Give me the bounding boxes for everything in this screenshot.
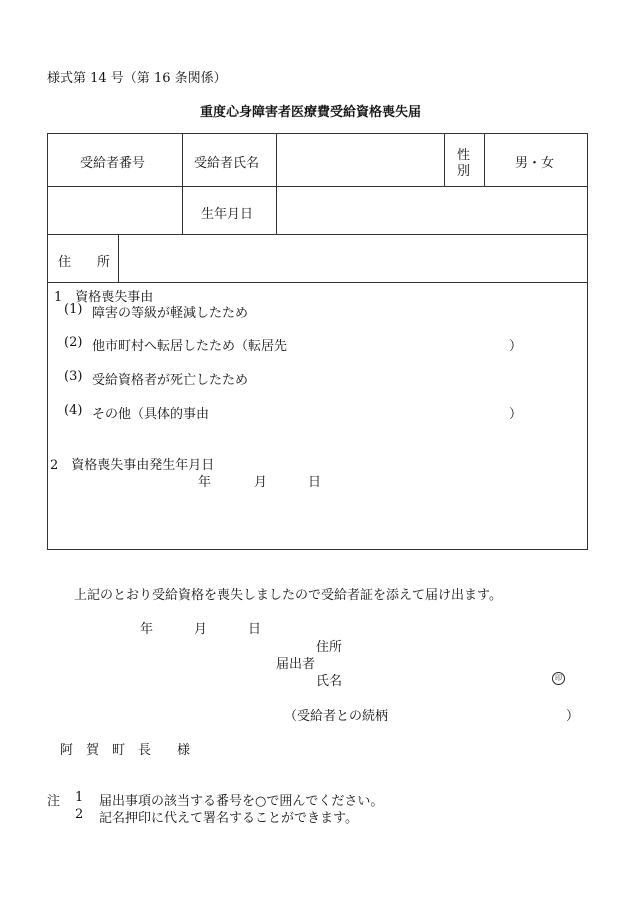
reason-item-text[interactable]: 障害の等級が軽減したため (92, 306, 249, 321)
occurrence-month: 月 (254, 475, 268, 490)
form-table (47, 133, 588, 550)
seal-mark: 印 (552, 672, 565, 685)
reason-item-num: (2) (64, 335, 83, 350)
reasons-heading: 1 資格喪失事由 (54, 290, 154, 305)
reason-item-num: (1) (64, 302, 83, 317)
date-year: 年 (140, 622, 154, 637)
reason-item-num: (4) (64, 403, 83, 418)
applicant-label: 届出者 (276, 657, 316, 672)
relation-open: （受給者との続柄 (284, 709, 389, 724)
gender-label-bottom: 別 (457, 164, 471, 179)
birthdate-label: 生年月日 (201, 207, 254, 222)
relation-close: ） (566, 709, 580, 724)
gender-label-top: 性 (457, 148, 471, 163)
table-row-divider (48, 282, 587, 283)
gender-options[interactable]: 男・女 (515, 156, 555, 171)
occurrence-year: 年 (198, 475, 212, 490)
recipient-name-field[interactable] (277, 134, 443, 186)
recipient-number-label: 受給者番号 (80, 156, 146, 171)
table-col-divider (444, 134, 445, 186)
recipient-name-label: 受給者氏名 (194, 156, 260, 171)
recipient-number-field[interactable] (48, 187, 181, 233)
reason-item-close: ） (509, 339, 523, 354)
address-field[interactable] (119, 235, 586, 281)
occurrence-day: 日 (308, 475, 322, 490)
statement-text: 上記のとおり受給資格を喪失しましたので受給者証を添えて届け出ます。 (74, 588, 502, 603)
reason-item-close: ） (509, 407, 523, 422)
note-num: 1 (75, 790, 84, 805)
table-col-divider (484, 134, 485, 186)
note-text: 届出事項の該当する番号を○で囲んでください。 (99, 794, 384, 809)
occurrence-heading: 2 資格喪失事由発生年月日 (50, 458, 215, 473)
note-text: 記名押印に代えて署名することができます。 (99, 811, 358, 826)
reason-item-num: (3) (64, 369, 83, 384)
birthdate-field[interactable] (277, 187, 586, 233)
table-col-divider (182, 134, 183, 234)
reason-item-text[interactable]: 受給資格者が死亡したため (92, 373, 249, 388)
reason-item-text[interactable]: その他（具体的事由 (92, 407, 210, 422)
applicant-name-label: 氏名 (316, 674, 343, 689)
form-title: 重度心身障害者医療費受給資格喪失届 (200, 105, 422, 120)
date-day: 日 (248, 622, 262, 637)
date-month: 月 (194, 622, 208, 637)
notes-prefix: 注 (47, 794, 61, 809)
note-num: 2 (75, 807, 84, 822)
applicant-address-label: 住所 (316, 640, 343, 655)
form-number: 様式第 14 号（第 16 条関係） (47, 71, 227, 86)
address-label: 住 所 (58, 255, 111, 270)
addressee: 阿 賀 町 長 様 (60, 743, 191, 758)
reason-item-text[interactable]: 他市町村へ転居したため（転居先 (92, 339, 288, 354)
